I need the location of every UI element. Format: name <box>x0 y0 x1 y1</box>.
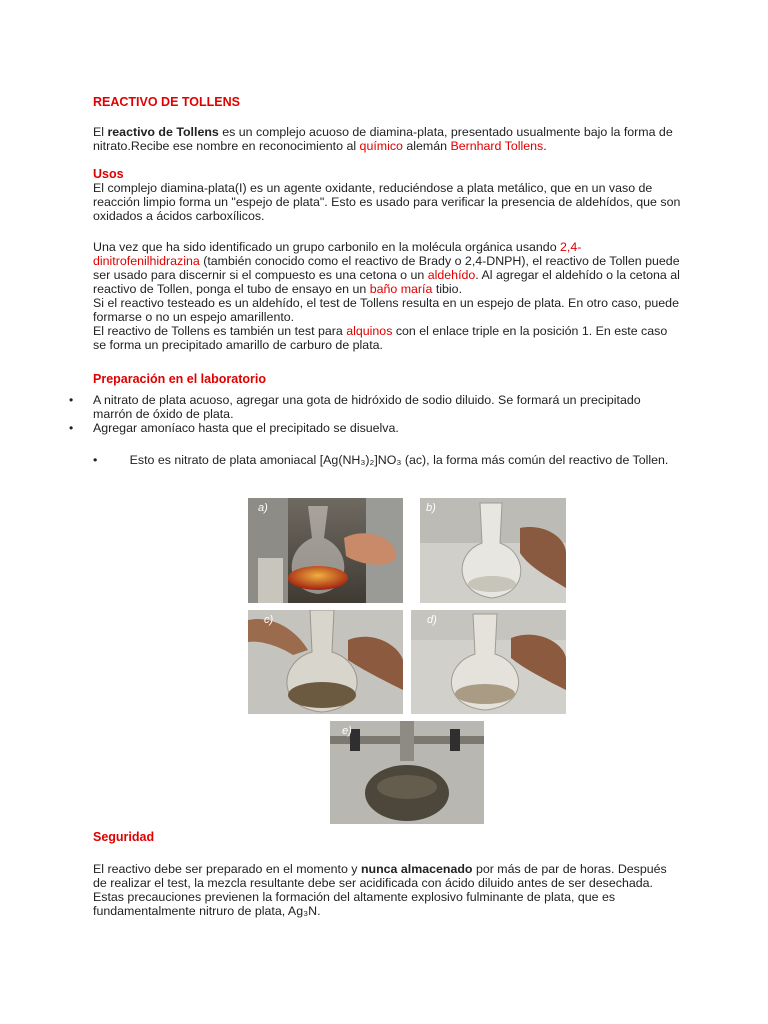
seguridad-heading: Seguridad <box>93 830 155 844</box>
seguridad-paragraph: El reactivo debe ser preparado en el momento y nunca almacenado por más de par de horas. Después de realizar el test, la mezcla resultante debe ser acidificada con ácido diluido antes de ser desechada. Estas precauciones previenen la formación del altamente explosivo fulminante de plata, que es fundamentalmente nitruro de plata, Ag₃N. <box>93 862 667 918</box>
list-item: • A nitrato de plata acuoso, agregar una gota de hidróxido de sodio diluido. Se formará un precipitado marrón de óxido de plata. <box>93 393 683 421</box>
link-aldehido[interactable]: aldehído <box>427 268 476 282</box>
link-alquinos[interactable]: alquinos <box>346 324 393 338</box>
usos-heading: Usos <box>93 167 124 181</box>
link-dnph[interactable]: 2,4-dinitrofenilhidrazina <box>93 240 582 268</box>
link-bano-maria[interactable]: baño maría <box>369 282 433 296</box>
usos-paragraph-4: El reactivo de Tollens es también un test para alquinos con el enlace triple en la posición 1. En este caso se forma un precipitado amarillo de carburo de plata. <box>93 324 668 352</box>
photo-e <box>330 721 484 824</box>
bold-term: nunca almacenado <box>360 862 473 876</box>
list-item: • Agregar amoníaco hasta que el precipitado se disuelva. <box>93 421 683 435</box>
photo-label-d: d) <box>427 614 437 626</box>
preparacion-heading: Preparación en el laboratorio <box>93 372 266 386</box>
link-bernhard-tollens[interactable]: Bernhard Tollens <box>450 139 544 153</box>
usos-paragraph-1: El complejo diamina-plata(I) es un agente oxidante, reduciéndose a plata metálico, que en un vaso de reacción limpio forma un "espejo de plata". Esto es usado para verificar la presencia de aldehídos, que son oxidados a ácidos carboxílicos. <box>93 181 681 223</box>
photo-label-a: a) <box>258 502 268 514</box>
bold-term: reactivo de Tollens <box>107 125 219 139</box>
photo-label-c: c) <box>264 614 274 626</box>
intro-paragraph: El reactivo de Tollens es un complejo acuoso de diamina-plata, presentado usualmente bajo la forma de nitrato.Recibe ese nombre en reconocimiento al químico alemán Bernhard Tollens. <box>93 125 673 153</box>
photo-c <box>248 610 403 714</box>
photo-label-b: b) <box>426 502 436 514</box>
preparacion-list <box>93 393 683 435</box>
photo-label-e: e) <box>342 725 352 737</box>
sub-list-item: • Esto es nitrato de plata amoniacal [Ag(NH₃)₂]NO₃ (ac), la forma más común del reactivo de Tollen. <box>93 453 669 467</box>
photo-b <box>420 498 566 603</box>
page-title: REACTIVO DE TOLLENS <box>93 95 241 109</box>
usos-paragraph-3: Si el reactivo testeado es un aldehído, el test de Tollens resulta en un espejo de plata. En otro caso, puede formarse o no un espejo amarillento. <box>93 296 679 324</box>
photo-a <box>248 498 403 603</box>
photo-d <box>411 610 566 714</box>
usos-paragraph-2: Una vez que ha sido identificado un grupo carbonilo en la molécula orgánica usando 2,4-dinitrofenilhidrazina (también conocido como el reactivo de Brady o 2,4-DNPH), el reactivo de Tollen puede ser usado para discernir si el compuesto es una cetona o un aldehído. Al agregar el aldehído o la cetona al reactivo de Tollen, ponga el tubo de ensayo en un baño maría tibio. Si el reactivo testeado es un aldehído, el test de Tollens resulta en un espejo de plata. En otro caso, puede formarse o no un espejo amarillento. El reactivo de Tollens es también un test para alquinos con el enlace triple en la posición 1. En este caso se forma un precipitado amarillo de carburo de plata. <box>93 240 683 352</box>
bullet-icon: • <box>93 453 98 467</box>
link-quimico[interactable]: químico <box>359 139 403 153</box>
